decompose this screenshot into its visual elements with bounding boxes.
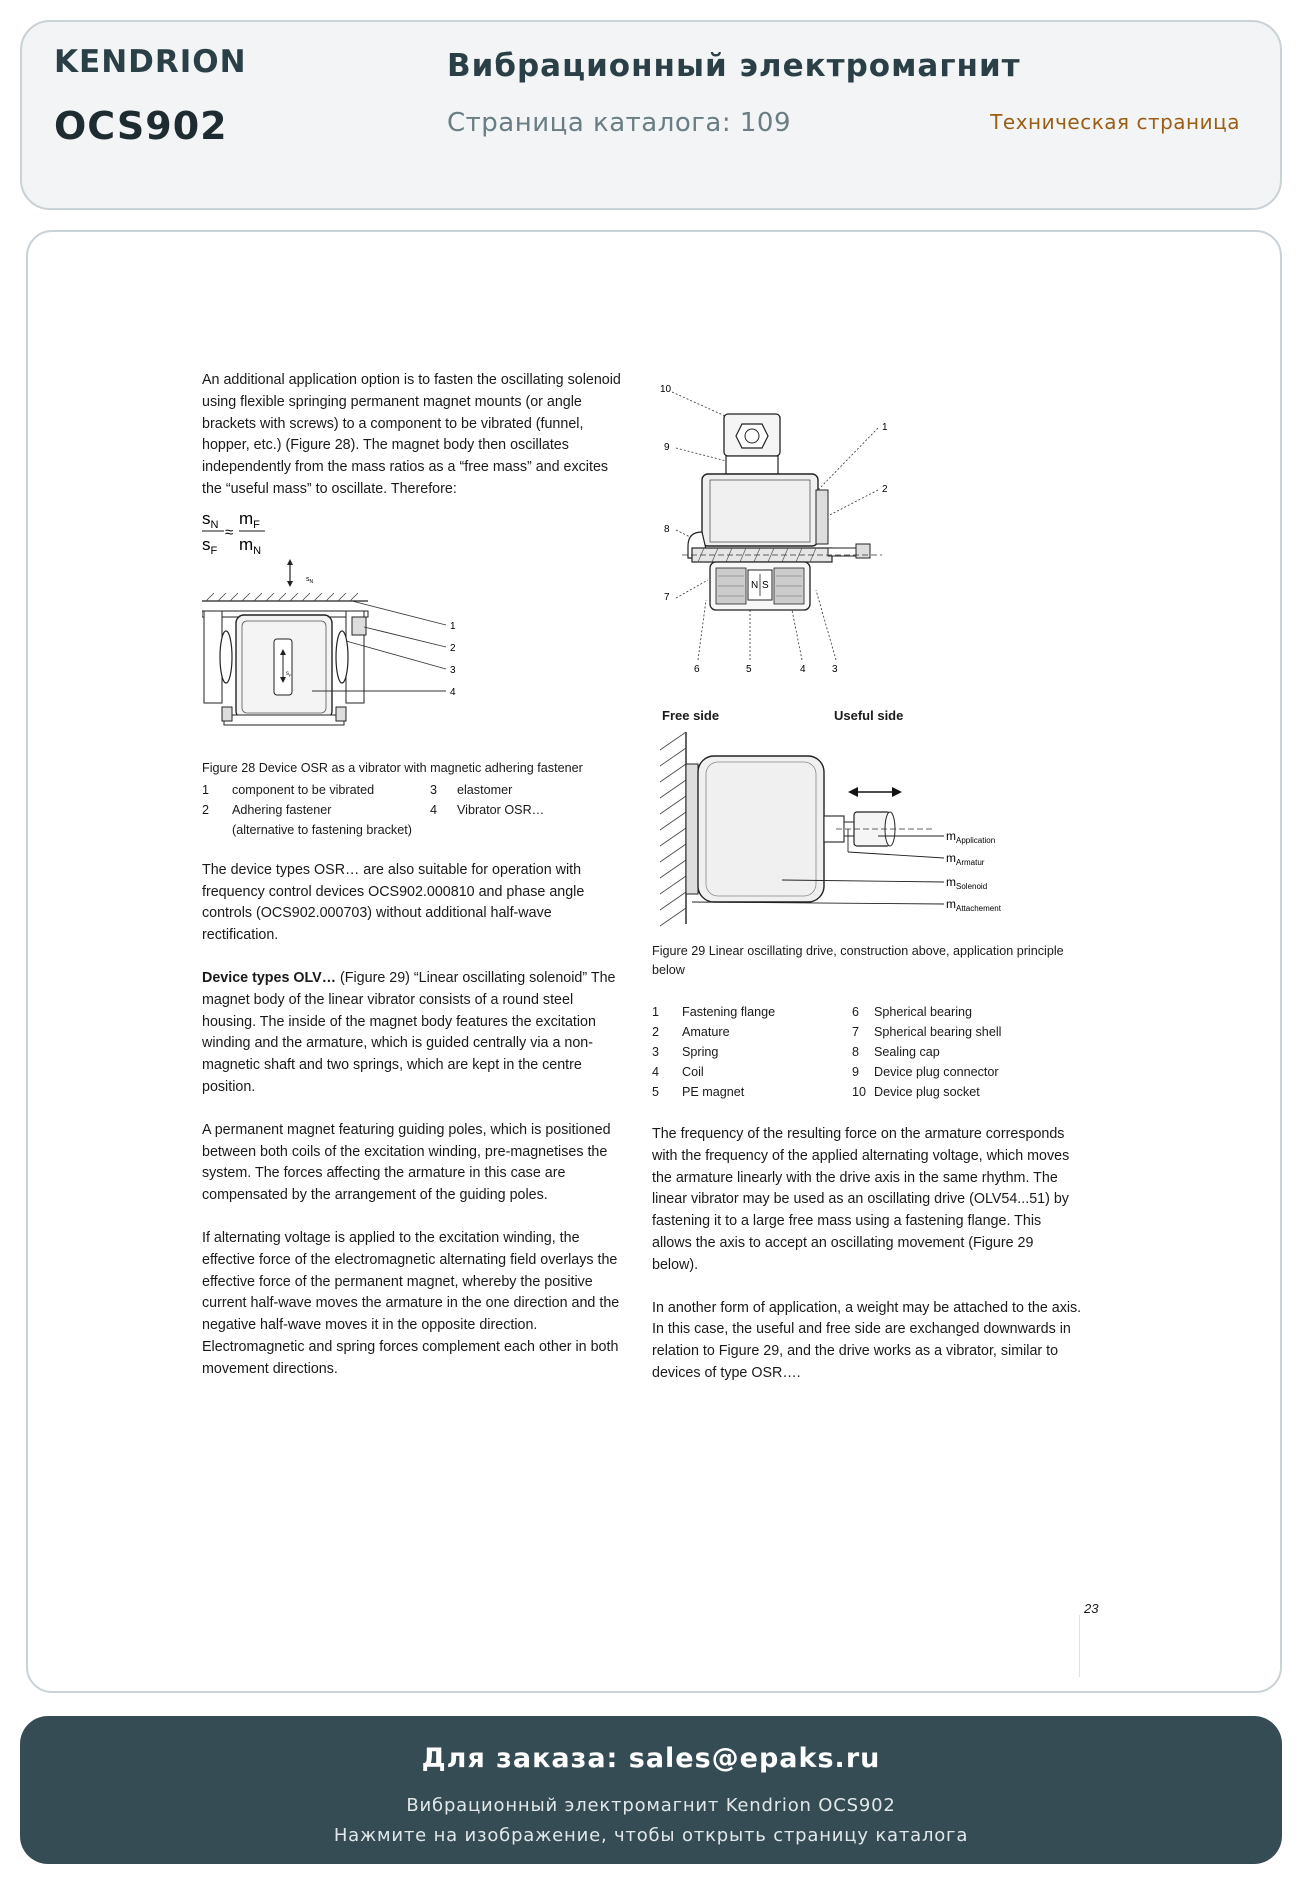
figure-29-principle-diagram xyxy=(652,732,1052,932)
order-footer[interactable] xyxy=(20,1716,1282,1864)
page-number-divider xyxy=(1079,1615,1080,1677)
catalog-page-image[interactable] xyxy=(26,230,1282,1693)
paragraph-intro: An additional application option is to fasten the oscillating solenoid using flexible springing permanent magnet mounts (or angle brackets with screws) to a component to be vibrated (funnel, hopper, etc.) (Figure 28). The magnet body then oscillates independently from the mass ratios as a “free mass” and excites the “useful mass” to oscillate. Therefore: xyxy=(202,372,621,497)
order-email[interactable]: Для заказа: sales@epaks.ru xyxy=(421,1743,881,1774)
svg-text:mSolenoid: $m_{Solenoid}$ xyxy=(946,875,988,891)
paragraph-olv-intro: Device types OLV… (Figure 29) “Linear oscillating solenoid” The magnet body of the linear vibrator consists of a round steel housing. The inside of the magnet body features the excitation winding and the armature, which is guided centrally via a non-magnetic shaft and two springs, which are kept in the centre position. xyxy=(202,969,616,1095)
svg-text:3: 3 xyxy=(832,664,838,675)
svg-text:≈: ≈ xyxy=(225,523,234,541)
catalog-page-number: Страница каталога: 109 xyxy=(447,108,792,138)
svg-text:mAttachement: $m_{Attachement}$ xyxy=(946,897,1001,913)
figure-29-caption: Figure 29 Linear oscillating drive, construction above, application principle below xyxy=(652,944,1064,977)
svg-text:mN: $m_N$ xyxy=(239,534,262,555)
svg-text:sN: $s_N$ xyxy=(306,575,314,585)
legend-row: 1 component to be vibrated 3 elastomer xyxy=(202,782,513,797)
paragraph-alternative-application: In another form of application, a weight may be attached to the axis. In this case, the useful and free side are exchanged downwards in relation to Figure 29, and the drive works as a vibrator, similar to devices of type OSR…. xyxy=(652,1299,1082,1381)
svg-text:sF: $s_F$ xyxy=(202,534,218,555)
paragraph-resulting-force: The frequency of the resulting force on the armature corresponds with the frequency of the applied alternating voltage, which moves the armature linearly with the drive axis in the same rhythm. The linear vibrator may be used as an oscillating drive (OLV54...51) by fastening it to a large free mass using a fastening flange. This allows the axis to accept an oscillating movement (Figure 29 below). xyxy=(652,1126,1070,1273)
brand-name: KENDRION xyxy=(54,44,247,80)
free-side-label: Free side xyxy=(662,708,720,723)
svg-text:mArmatur: $m_{Armatur}$ xyxy=(946,851,985,867)
legend-row: 1 Fastening flange 6 Spherical bearing xyxy=(652,1005,973,1019)
footer-product-line: Вибрационный электромагнит Kendrion OCS902 xyxy=(406,1795,896,1816)
legend-row: (alternative to fastening bracket) xyxy=(232,822,412,837)
figure-28-legend xyxy=(202,780,630,840)
svg-text:mF: $m_F$ xyxy=(239,508,260,531)
svg-text:sF: $s_F$ xyxy=(286,670,292,678)
svg-text:5: 5 xyxy=(746,664,752,675)
svg-text:9: 9 xyxy=(664,442,670,453)
legend-row: 3 Spring 8 Sealing cap xyxy=(652,1045,940,1059)
figure-29-construction-diagram xyxy=(652,380,952,710)
mass-ratio-formula xyxy=(202,507,282,555)
legend-row: 5 PE magnet 10 Device plug socket xyxy=(652,1085,980,1099)
legend-row: 2 Amature 7 Spherical bearing shell xyxy=(652,1025,1002,1039)
svg-text:10: 10 xyxy=(660,384,672,395)
svg-text:sN: $s_N$ xyxy=(202,508,219,531)
svg-text:3: 3 xyxy=(450,664,456,676)
svg-text:4: 4 xyxy=(450,686,456,698)
figure-29-legend xyxy=(652,1002,1082,1102)
figure-28-caption: Figure 28 Device OSR as a vibrator with magnetic adhering fastener xyxy=(202,760,583,775)
svg-text:S: S xyxy=(762,580,769,591)
figure-29-side-labels xyxy=(652,708,1082,732)
footer-open-catalog-hint[interactable]: Нажмите на изображение, чтобы открыть страницу каталога xyxy=(333,1825,969,1846)
tech-page-label: Техническая страница xyxy=(990,110,1240,134)
svg-text:8: 8 xyxy=(664,524,670,535)
product-model: OCS902 xyxy=(54,104,228,148)
svg-text:2: 2 xyxy=(882,484,888,495)
left-column xyxy=(202,370,630,1402)
legend-row: 2 Adhering fastener 4 Vibrator OSR… xyxy=(202,802,545,817)
svg-text:4: 4 xyxy=(800,664,806,675)
svg-text:7: 7 xyxy=(664,592,670,603)
paragraph-osr-control: The device types OSR… are also suitable for operation with frequency control devices OCS902.000810 and phase angle controls (OCS902.000703) without additional half-wave rectification. xyxy=(202,861,585,944)
svg-text:N: N xyxy=(751,580,759,591)
right-column xyxy=(652,380,1082,1406)
product-title: Вибрационный электромагнит xyxy=(447,48,1021,84)
svg-text:6: 6 xyxy=(694,664,700,675)
paragraph-permanent-magnet: A permanent magnet featuring guiding poles, which is positioned between both coils of the excitation winding, pre-magnetises the system. The forces affecting the armature in this case are compensated by the arrangement of the guiding poles. xyxy=(202,1121,611,1204)
svg-text:1: 1 xyxy=(882,422,888,433)
useful-side-label: Useful side xyxy=(834,708,904,723)
svg-text:mApplication: $m_{Application}$ xyxy=(946,829,996,845)
page-number: 23 xyxy=(1084,1601,1099,1616)
svg-text:2: 2 xyxy=(450,642,456,654)
legend-row: 4 Coil 9 Device plug connector xyxy=(652,1065,999,1079)
catalog-header xyxy=(20,20,1282,210)
svg-text:1: 1 xyxy=(450,620,456,632)
paragraph-alternating-voltage: If alternating voltage is applied to the excitation winding, the effective force of the electromagnetic alternating field overlays the effective force of the permanent magnet, whereby the positive current half-wave moves the armature in the one direction and the negative half-wave moves it in the opposite direction. Electromagnetic and spring forces complement each other in both movement directions. xyxy=(202,1229,620,1377)
figure-28-diagram xyxy=(202,557,512,737)
